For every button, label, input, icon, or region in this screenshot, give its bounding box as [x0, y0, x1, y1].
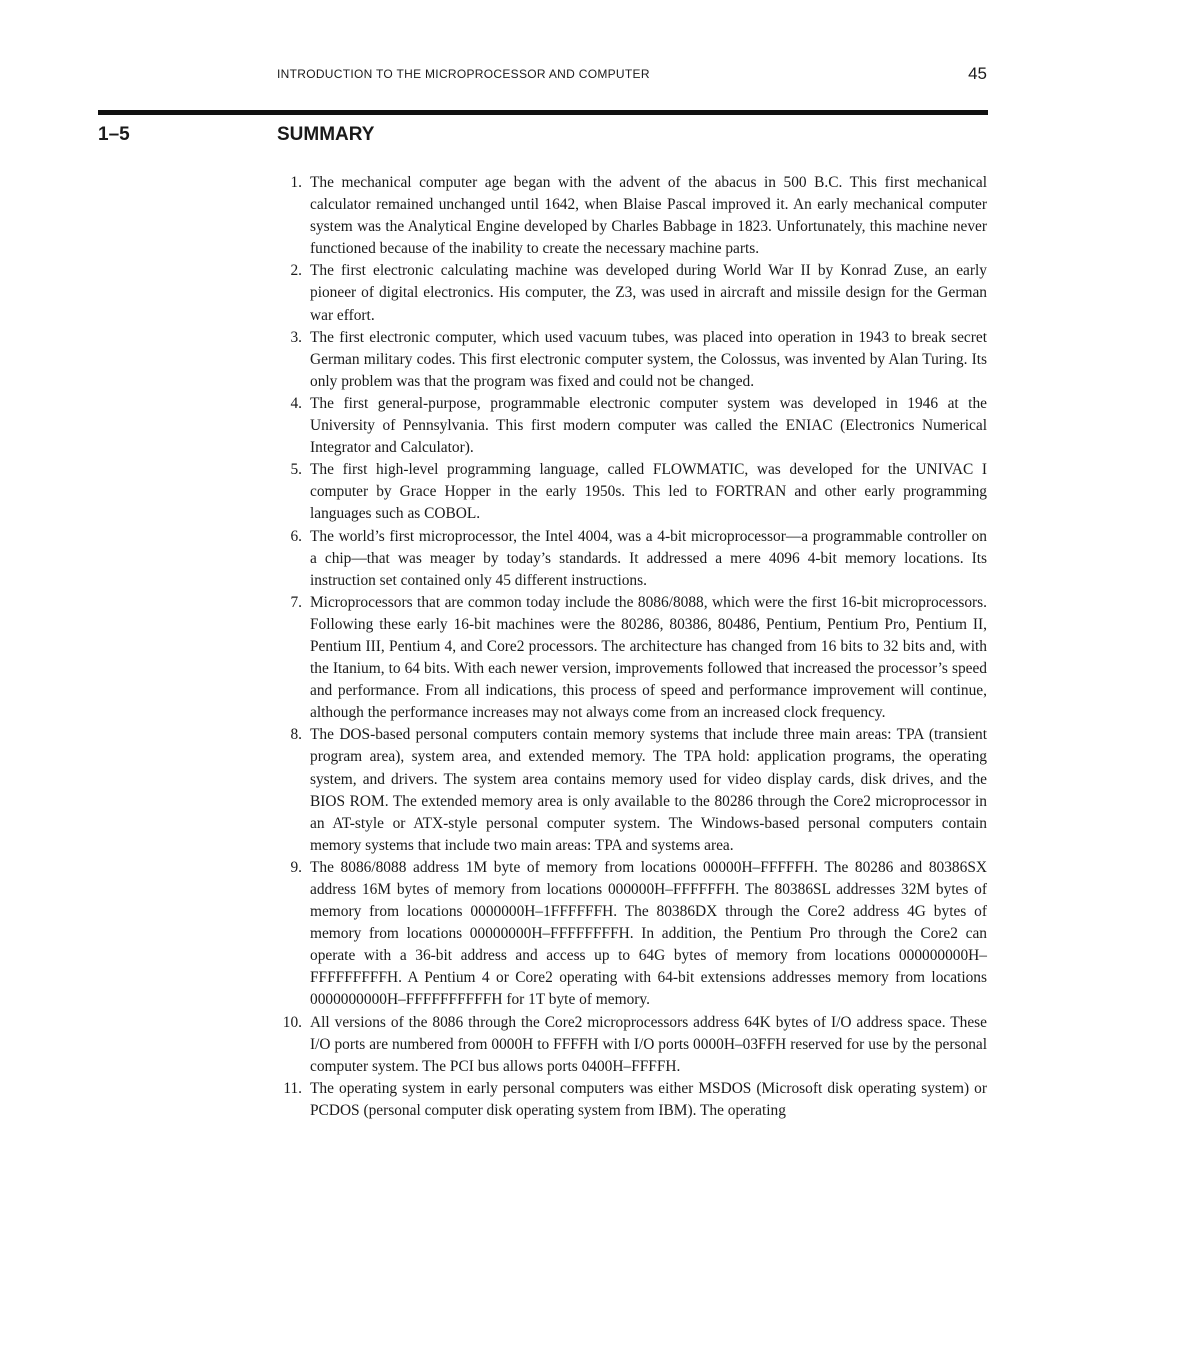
summary-item-9 — [277, 857, 987, 1012]
summary-item-7 — [277, 592, 987, 725]
section-number: 1–5 — [98, 124, 130, 145]
item-number: 11. — [283, 1079, 302, 1097]
summary-item-5 — [277, 459, 987, 525]
running-header — [277, 64, 987, 86]
page-number: 45 — [968, 64, 987, 83]
summary-list — [277, 172, 987, 1122]
item-text: The first electronic computer, which used vacuum tubes, was placed into operation in 1943 to break secret German military codes. This first electronic computer system, the Colossus, was invented by Alan Turing. Its only problem was that the program was fixed and could not be changed. — [310, 328, 987, 390]
item-text: The first electronic calculating machine was developed during World War II by Konrad Zuse, an early pioneer of digital electronics. His computer, the Z3, was used in aircraft and missile design for the German war effort. — [310, 262, 987, 324]
summary-item-11 — [277, 1078, 987, 1122]
item-text: Microprocessors that are common today include the 8086/8088, which were the first 16-bit microprocessors. Following these early 16-bit machines were the 80286, 80386, 80486, Pentium, Pentium Pro, Pentium II, Pentium III, Pentium 4, and Core2 processors. The architecture has changed from 16 bits to 32 bits and, with the Itanium, to 64 bits. With each newer version, improvements followed that increased the processor’s speed and performance. From all indications, this process of speed and performance improvement will continue, although the performance increases may not always come from an increased clock frequency. — [310, 593, 987, 722]
item-number: 8. — [290, 726, 302, 744]
item-number: 4. — [290, 394, 302, 412]
summary-item-1 — [277, 172, 987, 260]
item-number: 6. — [290, 527, 302, 545]
item-number: 7. — [290, 593, 302, 611]
item-number: 9. — [290, 858, 302, 876]
item-text: The DOS-based personal computers contain memory systems that include three main areas: TPA (transient program area), system area, and extended memory. The TPA hold: application programs, the operating system, and drivers. The system area contains memory used for video display cards, disk drives, and the BIOS ROM. The extended memory area is only available to the 80286 through the Core2 microprocessor in an AT-style or ATX-style personal computer system. The Windows-based personal computers contain memory systems that include two main areas: TPA and systems area. — [310, 726, 987, 854]
item-number: 5. — [290, 461, 302, 479]
summary-item-6 — [277, 526, 987, 592]
item-text: The mechanical computer age began with the advent of the abacus in 500 B.C. This first mechanical calculator remained unchanged until 1642, when Blaise Pascal improved it. An early mechanical computer system was the Analytical Engine developed by Charles Babbage in 1823. Unfortunately, this machine never functioned because of the inability to create the necessary machine parts. — [310, 174, 987, 258]
header-rule — [98, 110, 988, 115]
item-text: The operating system in early personal computers was either MSDOS (Microsoft disk operating system) or PCDOS (personal computer disk operating system from IBM). The operating — [310, 1079, 987, 1119]
item-text: The first general-purpose, programmable electronic computer system was developed in 1946 at the University of Pennsylvania. This first modern computer was called the ENIAC (Electronics Numerical Integrator and Calculator). — [310, 394, 987, 457]
summary-item-8 — [277, 724, 987, 857]
running-title: INTRODUCTION TO THE MICROPROCESSOR AND COMPUTER — [277, 67, 650, 81]
item-text: All versions of the 8086 through the Core2 microprocessors address 64K bytes of I/O address space. These I/O ports are numbered from 0000H to FFFFH with I/O ports 0000H–03FFH reserved for use by the personal computer system. The PCI bus allows ports 0400H–FFFFH. — [310, 1013, 987, 1075]
item-number: 1. — [290, 174, 302, 191]
summary-item-3 — [277, 327, 987, 393]
summary-item-10 — [277, 1012, 987, 1078]
item-number: 2. — [290, 262, 302, 280]
summary-item-4 — [277, 393, 987, 459]
item-number: 10. — [282, 1013, 302, 1031]
item-number: 3. — [290, 328, 302, 346]
section-title: SUMMARY — [277, 124, 375, 145]
item-text: The 8086/8088 address 1M byte of memory from locations 00000H–FFFFFH. The 80286 and 80386SX address 16M bytes of memory from locations 000000H–FFFFFFH. The 80386SL addresses 32M bytes of memory from locations 0000000H–1FFFFFFH. The 80386DX through the Core2 address 4G bytes of memory from locations 00000000H–FFFFFFFFH. In addition, the Pentium Pro through the Core2 can operate with a 36-bit address and access up to 64G bytes of memory from locations 000000000H–FFFFFFFFFH. A Pentium 4 or Core2 operating with 64-bit extensions addresses memory from locations 0000000000H–FFFFFFFFFFH for 1T byte of memory. — [310, 858, 987, 1009]
item-text: The first high-level programming language, called FLOWMATIC, was developed for the UNIVAC I computer by Grace Hopper in the early 1950s. This led to FORTRAN and other early programming languages such as COBOL. — [310, 461, 987, 523]
item-text: The world’s first microprocessor, the Intel 4004, was a 4-bit microprocessor—a programmable controller on a chip—that was meager by today’s standards. It addressed a mere 4096 4-bit memory locations. Its instruction set contained only 45 different instructions. — [310, 527, 987, 589]
summary-item-2 — [277, 260, 987, 326]
